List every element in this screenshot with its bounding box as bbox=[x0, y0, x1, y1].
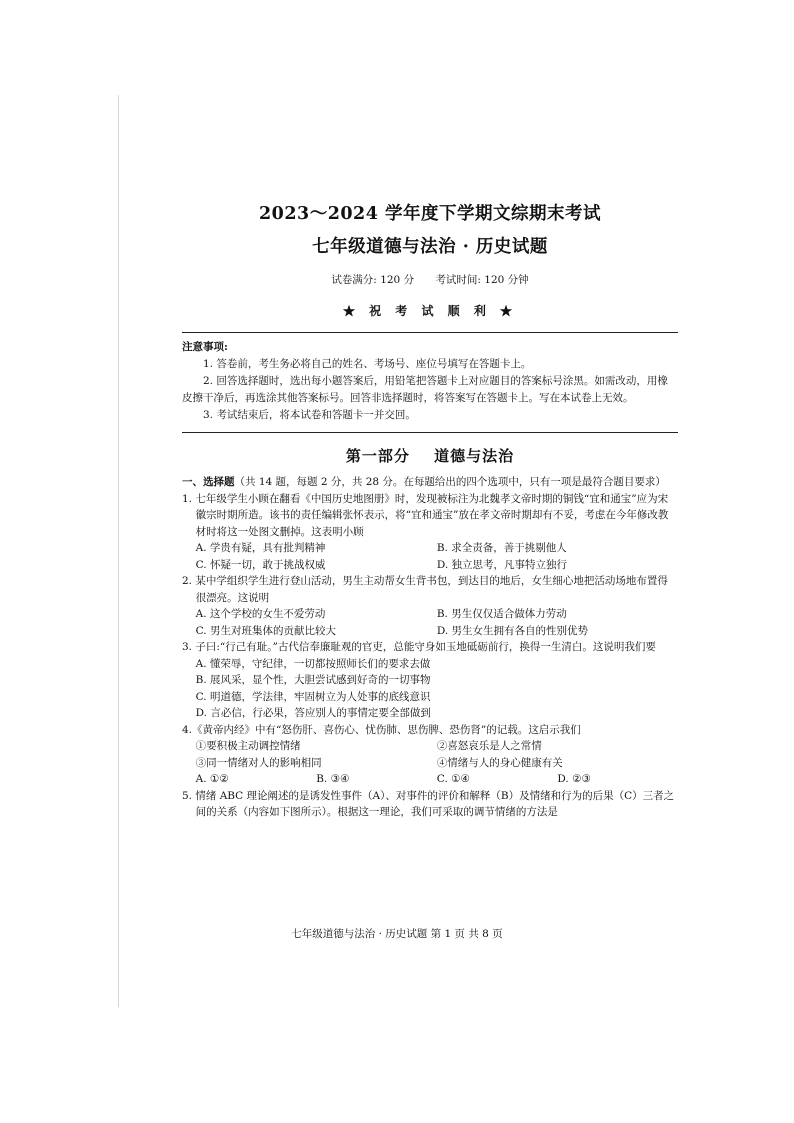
exam-page bbox=[182, 200, 678, 821]
question-options bbox=[182, 540, 678, 573]
exam-subtitle: 七年级道德与法治 · 历史试题 bbox=[312, 237, 548, 257]
option-b: B. 求全责备，善于挑剔他人 bbox=[436, 542, 567, 554]
good-luck-banner: ★ 祝 考 试 顺 利 ★ bbox=[342, 304, 518, 318]
question-stem: 1. 七年级学生小顾在翻看《中国历史地图册》时，发现被标注为北魏孝文帝时期的铜钱“宜和通宝”应为宋徽宗时期所造。该书的责任编辑张怀表示，将“宜和通宝”放在孝文帝时期却有不妥，考虑在今年修改教材时将这一处图文删掉。这表明小顾 bbox=[182, 492, 669, 538]
option-b: B. 男生仅仅适合做体力劳动 bbox=[436, 608, 567, 620]
question-stem: 3. 子曰:“行己有耻。”古代信奉廉耻观的官吏，总能守身如玉地砥砺前行，换得一生清白。这说明我们要 bbox=[182, 641, 656, 653]
question-options bbox=[182, 656, 678, 722]
binding-margin-line bbox=[118, 95, 119, 1007]
option-a: A. ①② bbox=[195, 773, 229, 785]
question-statements bbox=[182, 738, 678, 771]
option-c: C. 怀疑一切，敢于挑战权威 bbox=[195, 558, 326, 571]
statement: ③同一情绪对人的影响相同 bbox=[195, 756, 322, 769]
top-divider bbox=[182, 332, 678, 333]
notice-item: 2. 回答选择题时，选出每小题答案后，用铅笔把答题卡上对应题目的答案标号涂黑。如需改动，用橡皮擦干净后，再选涂其他答案标号。回答非选择题时，将答案写在答题卡上。写在本试卷上无效。 bbox=[182, 375, 668, 404]
option-c: C. ①④ bbox=[436, 773, 470, 785]
page-footer: 七年级道德与法治 · 历史试题 第 1 页 共 8 页 bbox=[291, 928, 503, 940]
question-options bbox=[182, 771, 678, 788]
option-b: B. 展风采，显个性，大胆尝试感到好奇的一切事物 bbox=[195, 674, 431, 686]
notice-heading: 注意事项: bbox=[182, 341, 228, 353]
option-a: A. 学贵有疑，具有批判精神 bbox=[195, 542, 326, 554]
statement: ②喜怒哀乐是人之常情 bbox=[436, 740, 542, 752]
notice-block bbox=[182, 339, 678, 424]
option-c: C. 男生对班集体的贡献比较大 bbox=[195, 624, 336, 637]
exam-meta bbox=[182, 272, 678, 287]
part-label: 第一部分 bbox=[345, 447, 410, 465]
notice-divider bbox=[182, 432, 678, 433]
question-stem: 4.《黄帝内经》中有“怒伤肝、喜伤心、忧伤肺、思伤脾、恐伤肾”的记载。这启示我们 bbox=[182, 723, 581, 736]
question-stem: 5. 情绪 ABC 理论阐述的是诱发性事件（A）、对事件的评价和解释（B）及情绪和行为的后果（C）三者之间的关系（内容如下图所示）。根据这一理论，我们可采取的调节情绪的方法是 bbox=[182, 789, 675, 818]
part-heading bbox=[182, 445, 678, 466]
option-a: A. 懂荣辱，守纪律，一切都按照师长们的要求去做 bbox=[195, 657, 431, 670]
section-desc: （共 14 题，每题 2 分，共 28 分。在每题给出的四个选项中，只有一项是最符合题目要求） bbox=[234, 476, 666, 488]
full-score: 试卷满分: 120 分 bbox=[331, 274, 415, 286]
notice-item: 1. 答卷前，考生务必将自己的姓名、考场号、座位号填写在答题卡上。 bbox=[203, 358, 532, 370]
notice-item: 3. 考试结束后，将本试卷和答题卡一并交回。 bbox=[203, 409, 416, 421]
part-subject: 道德与法治 bbox=[434, 447, 515, 465]
question-options bbox=[182, 606, 678, 639]
option-d: D. 独立思考，凡事特立独行 bbox=[436, 558, 568, 571]
statement: ①要积极主动调控情绪 bbox=[195, 740, 301, 752]
statement: ④情绪与人的身心健康有关 bbox=[436, 756, 563, 769]
question-stem: 2. 某中学组织学生进行登山活动，男生主动帮女生背书包，到达目的地后，女生细心地把活动场地布置得很漂亮。这说明 bbox=[182, 575, 668, 604]
option-a: A. 这个学校的女生不爱劳动 bbox=[195, 608, 326, 620]
exam-title: 2023～2024 学年度下学期文综期末考试 bbox=[258, 204, 601, 224]
option-c: C. 明道德，学法律，牢固树立为人处事的底线意识 bbox=[195, 690, 431, 703]
question-list bbox=[182, 474, 678, 821]
option-d: D. ②③ bbox=[557, 773, 591, 785]
option-d: D. 男生女生拥有各自的性别优势 bbox=[436, 624, 589, 637]
section-heading bbox=[182, 474, 678, 491]
section-label: 一、选择题 bbox=[182, 476, 235, 488]
option-d: D. 言必信，行必果，答应别人的事情定要全部做到 bbox=[195, 707, 431, 719]
option-b: B. ③④ bbox=[316, 773, 350, 785]
exam-time: 考试时间: 120 分钟 bbox=[435, 274, 529, 286]
